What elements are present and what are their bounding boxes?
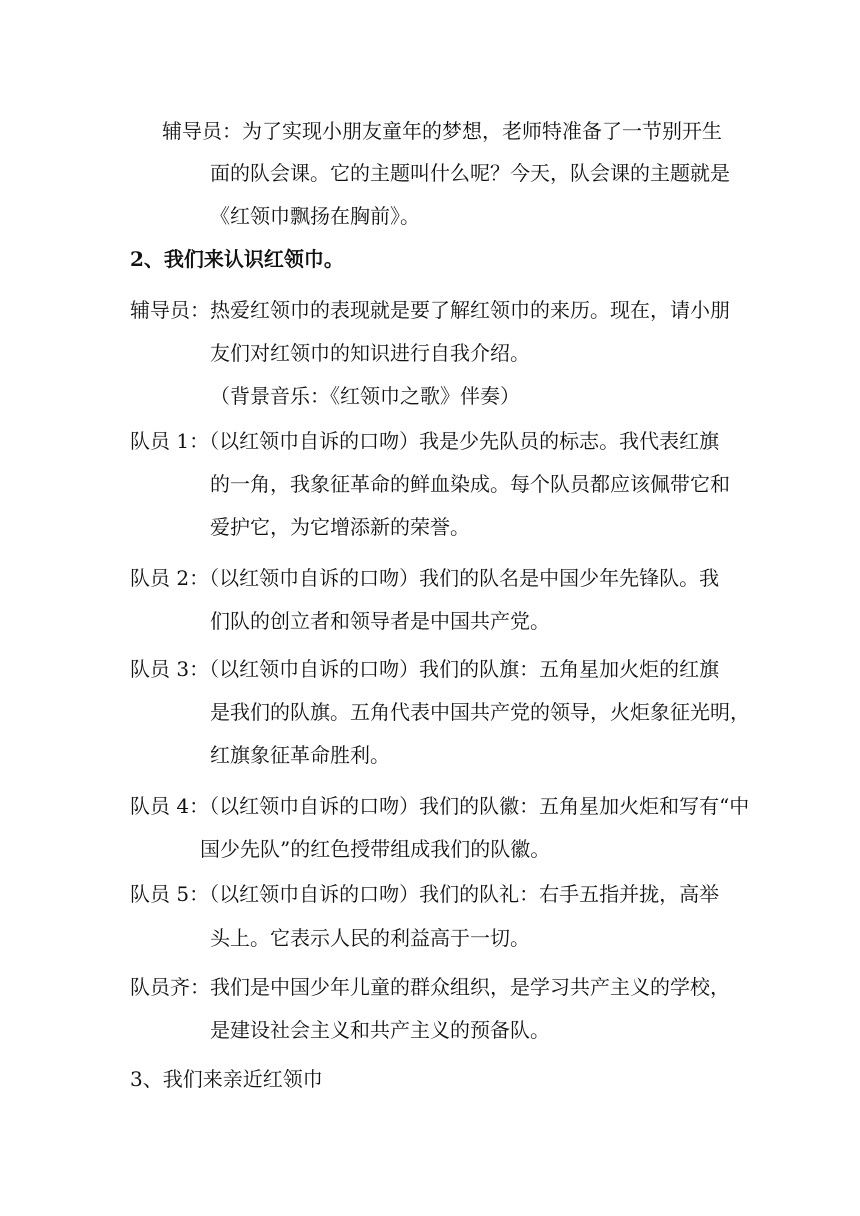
paragraph-line [210,1016,630,1044]
text-line-15: 红旗象征革命胜利。 [210,743,390,767]
paragraph-line [210,202,460,230]
paragraph-line [210,924,610,952]
text-line-18: 队员 5：（以红领巾自诉的口吻）我们的队礼：右手五指并拢，高举 [130,882,720,906]
text-line-19: 头上。它表示人民的利益高于一切。 [210,926,530,950]
text-line-6: 友们对红领巾的知识进行自我介绍。 [210,341,530,365]
text-line-16: 队员 4：（以红领巾自诉的口吻）我们的队徽：五角星加火炬和写有“中 [130,794,750,818]
text-line-1: 辅导员：为了实现小朋友童年的梦想，老师特准备了一节别开生 [162,119,722,143]
paragraph-line [130,655,728,683]
text-line-2: 面的队会课。它的主题叫什么呢？今天，队会课的主题就是 [210,161,730,185]
section-heading [130,1065,380,1093]
text-line-21: 是建设社会主义和共产主义的预备队。 [210,1018,550,1042]
heading-3: 3、我们来亲近红领巾 [130,1067,323,1091]
paragraph-line [210,382,590,410]
paragraph-line [210,159,728,187]
paragraph-line [130,792,750,820]
text-line-11: 队员 2：（以红领巾自诉的口吻）我们的队名是中国少年先锋队。我 [130,566,720,590]
text-line-12: 们队的创立者和领导者是中国共产党。 [210,609,550,633]
paragraph-line [210,339,590,367]
paragraph-line [210,698,750,726]
text-line-9: 的一角，我象征革命的鲜血染成。每个队员都应该佩带它和 [210,472,730,496]
paragraph-line [162,117,728,145]
paragraph-line [210,741,460,769]
section-heading [130,245,380,273]
text-line-8: 队员 1：（以红领巾自诉的口吻）我是少先队员的标志。我代表红旗 [130,429,720,453]
text-line-13: 队员 3：（以红领巾自诉的口吻）我们的队旗：五角星加火炬的红旗 [130,657,720,681]
paragraph-line [200,835,600,863]
text-line-7: （背景音乐：《红领巾之歌》伴奏） [210,384,520,408]
text-line-10: 爱护它，为它增添新的荣誉。 [210,515,470,539]
paragraph-line [130,880,728,908]
paragraph-line [130,427,728,455]
text-line-3: 《红领巾飘扬在胸前》。 [210,204,420,228]
paragraph-line [210,470,728,498]
text-line-20: 队员齐：我们是中国少年儿童的群众组织，是学习共产主义的学校， [130,975,730,999]
text-line-5: 辅导员：热爱红领巾的表现就是要了解红领巾的来历。现在，请小朋 [130,298,730,322]
text-line-14: 是我们的队旗。五角代表中国共产党的领导，火炬象征光明， [210,700,750,724]
paragraph-line [130,564,728,592]
paragraph-line [130,973,728,1001]
paragraph-line [210,513,510,541]
text-line-17: 国少先队”的红色授带组成我们的队徽。 [200,837,551,861]
paragraph-line [210,607,610,635]
paragraph-line [130,296,728,324]
heading-2: 2、我们来认识红领巾。 [130,247,344,271]
